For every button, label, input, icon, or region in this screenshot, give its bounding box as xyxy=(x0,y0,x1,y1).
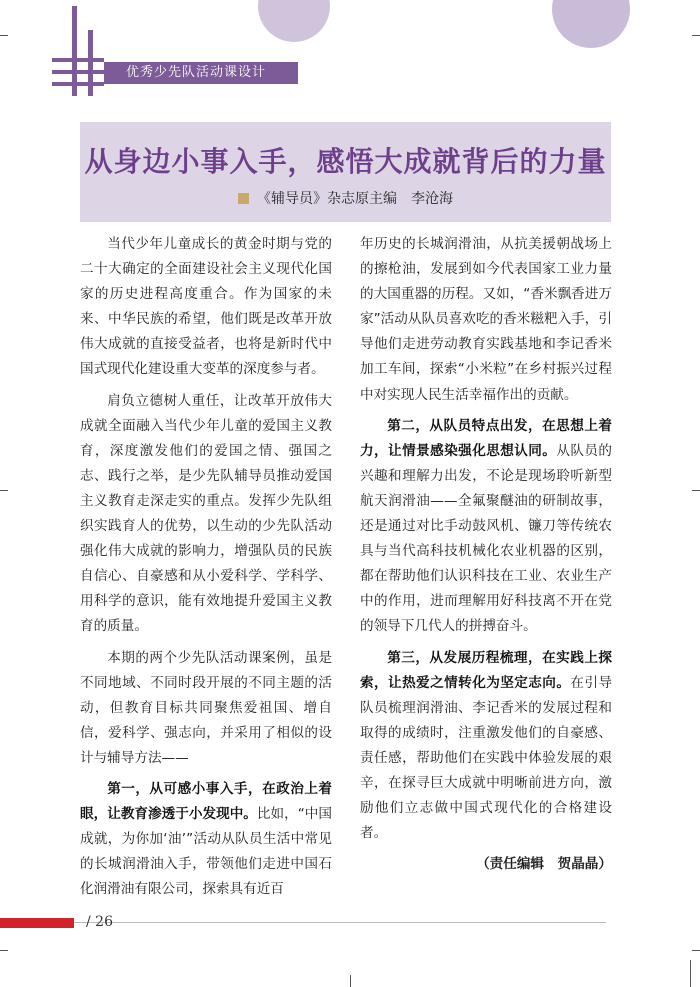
footer-red-bar xyxy=(0,918,74,928)
right-column xyxy=(360,232,612,877)
byline-square-icon xyxy=(238,193,249,204)
footer-rule xyxy=(74,922,606,923)
section-label: 优秀少先队活动课设计 xyxy=(104,62,298,84)
paragraph: 肩负立德树人重任，让改革开放伟大成就全面融入当代少年儿童的爱国主义教育，深度激发他们的爱国之情、强国之志、践行之举，是少先队辅导员推动爱国主义教育走深走实的重点。发挥少先队组织实践育人的优势，以生动的少先队活动强化伟大成就的影响力，增强队员的民族自信心、自豪感和从小爱科学、学科学、用科学的意识，能有效地提升爱国主义教育的质量。 xyxy=(80,392,332,635)
title-box xyxy=(80,122,611,222)
paragraph-body: 比如，“中国成就，为你加‘油’”活动从队员生活中常见的长城润滑油入手，带领他们走进中国石化润滑油有限公司，探索具有近百 xyxy=(80,806,333,898)
byline xyxy=(80,188,611,208)
paragraph-body: 在引导队员梳理润滑油、李记香米的发展过程和取得的成绩时，注重激发他们的自豪感、责任感，帮助他们在实践中体验发展的艰辛，在探寻巨大成就中明晰前进方向，激励他们立志做中国式现代化的合格建设者。 xyxy=(360,674,613,842)
page-number: / 26 xyxy=(86,914,113,930)
left-column xyxy=(80,232,332,908)
paragraph xyxy=(360,646,612,847)
paragraph: 当代少年儿童成长的黄金时期与党的二十大确定的全面建设社会主义现代化国家的历史进程高度重合。作为国家的未来、中华民族的希望，他们既是改革开放伟大成就的直接受益者，也将是新时代中国式现代化建设重大变革的深度参与者。 xyxy=(80,236,332,378)
editor-signature: （责任编辑 贺晶晶） xyxy=(476,856,612,873)
article-title: 从身边小事入手，感悟大成就背后的力量 xyxy=(84,145,607,178)
paragraph: 年历史的长城润滑油，从抗美援朝战场上的擦枪油，发展到如今代表国家工业力量的大国重器的历程。又如，“香米飘香进万家”活动从队员喜欢吃的香米糍粑入手，引导他们走进劳动教育实践基地和李记香米加工车间，探索“小米粒”在乡村振兴过程中对实现人民生活幸福作出的贡献。 xyxy=(360,236,612,403)
decor-circle-right xyxy=(552,0,630,48)
paragraph: 本期的两个少先队活动课案例，虽是不同地域、不同时段开展的不同主题的活动，但教育目标共同聚焦爱祖国、增自信，爱科学、强志向，并采用了相似的设计与辅导方法—— xyxy=(80,649,332,766)
paragraph-lead: 第三，从发展历程梳理，在实践上探索，让热爱之情转化为坚定志向。 xyxy=(360,649,612,691)
paragraph-lead: 第二，从队员特点出发，在思想上着力，让情景感染强化思想认同。 xyxy=(360,417,612,459)
paragraph xyxy=(80,777,332,902)
paragraph xyxy=(360,414,612,640)
paragraph-lead: 第一，从可感小事入手，在政治上着眼，让教育渗透于小发现中。 xyxy=(80,780,332,823)
byline-text: 《辅导员》杂志原主编 李沧海 xyxy=(257,191,453,207)
paragraph-body: 从队员的兴趣和理解力出发，不论是现场聆听新型航天润滑油——全氟聚醚油的研制故事，还是通过对比手动鼓风机、镰刀等传统农具与当代高科技机械化农业机器的区别，都在帮助他们认识科技在工业、农业生产中的作用，进而理解用好科技离不开在党的领导下几代人的拼搏奋斗。 xyxy=(360,442,613,635)
decor-circle-left xyxy=(258,0,330,42)
